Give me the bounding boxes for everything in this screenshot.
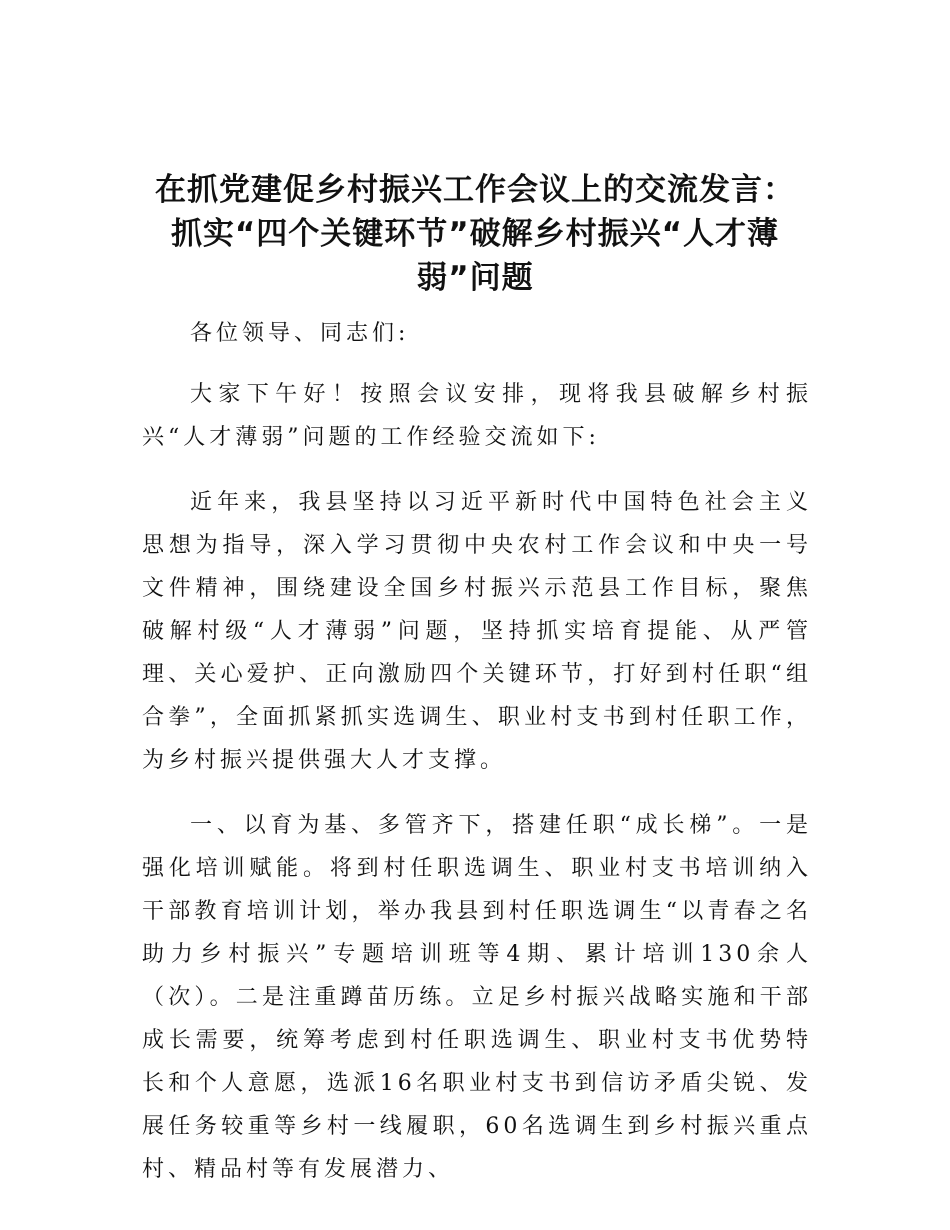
paragraph-greeting: 大家下午好！按照会议安排，现将我县破解乡村振兴“人才薄弱”问题的工作经验交流如下: bbox=[142, 382, 812, 450]
salutation: 各位领导、同志们: bbox=[190, 321, 410, 346]
paragraph-overview: 近年来，我县坚持以习近平新时代中国特色社会主义思想为指导，深入学习贯彻中央农村工作会议和中央一号文件精神，围绕建设全国乡村振兴示范县工作目标，聚焦破解村级“人才薄弱”问题，坚持抓实培育提能、从严管理、关心爱护、正向激励四个关键环节，打好到村任职“组合拳”，全面抓紧抓实选调生、职业村支书到村任职工作，为乡村振兴提供强大人才支撑。 bbox=[142, 490, 812, 773]
paragraph-section-one: 一、以育为基、多管齐下，搭建任职“成长梯”。一是强化培训赋能。将到村任职选调生、职业村支书培训纳入干部教育培训计划，举办我县到村任职选调生“以青春之名助力乡村振兴”专题培训班等4期、累计培训130余人（次）。二是注重蹲苗历练。立足乡村振兴战略实施和干部成长需要，统筹考虑到村任职选调生、职业村支书优势特长和个人意愿，选派16名职业村支书到信访矛盾尖锐、发展任务较重等乡村一线履职，60名选调生到乡村振兴重点村、精品村等有发展潜力、 bbox=[142, 813, 812, 1182]
title-line-2: 抓实“四个关键环节”破解乡村振兴“人才薄 bbox=[170, 216, 780, 252]
title-line-1: 在抓党建促乡村振兴工作会议上的交流发言： bbox=[155, 172, 795, 208]
title-line-3: 弱”问题 bbox=[416, 260, 534, 296]
document-title bbox=[120, 168, 830, 300]
document-body bbox=[142, 312, 812, 1213]
